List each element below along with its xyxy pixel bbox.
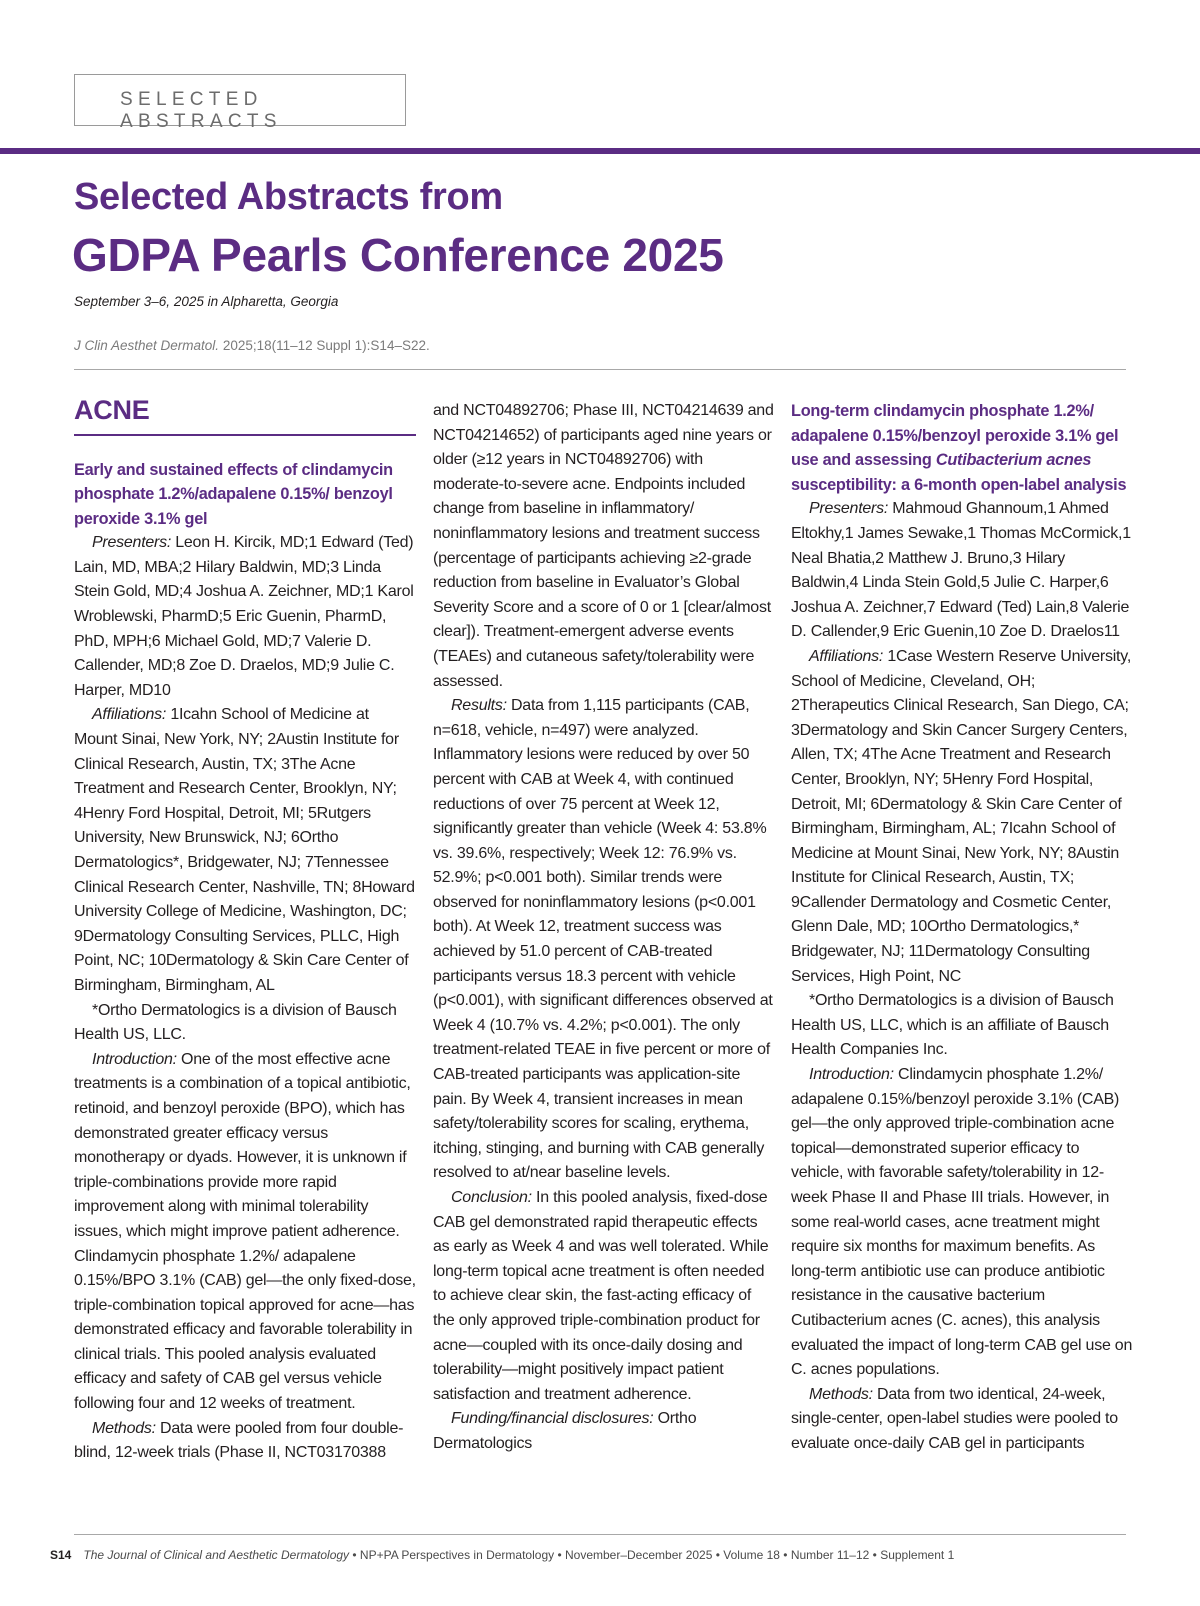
introduction-label: Introduction: (92, 1050, 177, 1068)
page-footer (50, 1548, 954, 1562)
abstract1-introduction (74, 1048, 416, 1417)
abstract2-title (791, 399, 1133, 497)
abstract1-funding (433, 1407, 775, 1456)
presenters-label: Presenters: (809, 500, 889, 518)
abstract1-footnote: *Ortho Dermatologics is a division of Bausch Health US, LLC. (74, 1001, 397, 1044)
funding-text: Ortho Dermatologics (433, 1410, 697, 1452)
results-label: Results: (451, 697, 507, 715)
page-number: S14 (50, 1548, 72, 1562)
page-title-line2: GDPA Pearls Conference 2025 (72, 229, 724, 281)
abstract2-footnote: *Ortho Dermatologics is a division of Bausch Health US, LLC, which is an affiliate of Bausch Health Companies Inc. (791, 992, 1114, 1059)
abstract1-affiliations (74, 703, 416, 998)
citation-details: 2025;18(11–12 Suppl 1):S14–S22. (219, 338, 430, 353)
citation (74, 338, 430, 353)
abstract2-methods (791, 1383, 1133, 1457)
affiliations-text: 1Icahn School of Medicine at Mount Sinai, New York, NY; 2Austin Institute for Clinical Research, Austin, TX; 3The Acne Treatment and Research Center, Brooklyn, NY; 4Henry Ford Hospital, Detroit, MI; 5Rutgers University, New Brunswick, NJ; 6Ortho Dermatologics*, Bridgewater, NJ; 7Tennessee Clinical Research Center, Nashville, TN; 8Howard University College of Medicine, Washington, DC; 9Dermatology Consulting Services, PLLC, High Point, NC; 10Dermatology & Skin Care Center of Birmingham, Birmingham, AL (74, 706, 415, 994)
methods-label: Methods: (809, 1385, 873, 1403)
methods-label: Methods: (92, 1419, 156, 1437)
column-1 (74, 394, 416, 1466)
column-3 (791, 399, 1133, 1457)
abstract1-results (433, 694, 775, 1186)
introduction-text: One of the most effective acne treatments is a combination of a topical antibiotic, retinoid, and benzoyl peroxide (BPO), which has demonstrated greater efficacy versus monotherapy or dyads. However, it is unknown if triple-combinations provide more rapid improvement along with minimal tolerability issues, which might improve patient adherence. Clindamycin phosphate 1.2%/ adapalene 0.15%/BPO 3.1% (CAB) gel—the only fixed-dose, triple-combination topical approved for acne—has demonstrated efficacy and favorable tolerability in clinical trials. This pooled analysis evaluated efficacy and safety of CAB gel versus vehicle following four and 12 weeks of treatment. (74, 1050, 416, 1413)
funding-label: Funding/financial disclosures: (451, 1410, 654, 1428)
top-divider (0, 148, 1200, 154)
affiliations-text: 1Case Western Reserve University, School of Medicine, Cleveland, OH; 2Therapeutics Clinical Research, San Diego, CA; 3Dermatology and Skin Cancer Surgery Centers, Allen, TX; 4The Acne Treatment and Research Center, Brooklyn, NY; 5Henry Ford Hospital, Detroit, MI; 6Dermatology & Skin Care Center of Birmingham, Birmingham, AL; 7Icahn School of Medicine at Mount Sinai, New York, NY; 8Austin Institute for Clinical Research, Austin, TX; 9Callender Dermatology and Cosmetic Center, Glenn Dale, MD; 10Ortho Dermatologics,* Bridgewater, NJ; 11Dermatology Consulting Services, High Point, NC (791, 647, 1132, 985)
section-tag-label: SELECTED ABSTRACTS (120, 89, 282, 132)
header-divider (74, 369, 1126, 370)
column-2 (433, 399, 775, 1457)
abstract2-introduction (791, 1063, 1133, 1383)
citation-journal: J Clin Aesthet Dermatol. (74, 338, 220, 353)
footer-divider (74, 1534, 1126, 1535)
section-heading-rule (74, 434, 416, 436)
introduction-text: Clindamycin phosphate 1.2%/ adapalene 0.15%/benzoyl peroxide 3.1% (CAB) gel—the only approved triple-combination acne topical—demonstrated superior efficacy to vehicle, with favorable safety/tolerability in 12-week Phase II and Phase III trials. However, in some real-world cases, acne treatment might require six months for maximum benefits. As long-term antibiotic use can produce antibiotic resistance in the causative bacterium Cutibacterium acnes (C. acnes), this analysis evaluated the impact of long-term CAB gel use on C. acnes populations. (791, 1066, 1133, 1379)
conclusion-label: Conclusion: (451, 1189, 532, 1206)
affiliations-label: Affiliations: (92, 706, 167, 724)
section-tag (74, 74, 406, 132)
abstract2-title-part1: Long-term clindamycin phosphate 1.2%/ adapalene 0.15%/benzoyl peroxide 3.1% gel use and assessing (791, 402, 1119, 470)
presenters-text: Mahmoud Ghannoum,1 Ahmed Eltokhy,1 James Sewake,1 Thomas McCormick,1 Neal Bhatia,2 Matthew J. Bruno,3 Hilary Baldwin,4 Linda Stein Gold,5 Julie C. Harper,6 Joshua A. Zeichner,7 Edward (Ted) Lain,8 Valerie D. Callender,9 Eric Guenin,10 Zoe D. Draelos11 (791, 500, 1131, 641)
presenters-text: Leon H. Kircik, MD;1 Edward (Ted) Lain, MD, MBA;2 Hilary Baldwin, MD;3 Linda Stein Gold, MD;4 Joshua A. Zeichner, MD;1 Karol Wroblewski, PharmD;5 Eric Guenin, PharmD, PhD, MPH;6 Michael Gold, MD;7 Valerie D. Callender, MD;8 Zoe D. Draelos, MD;9 Julie C. Harper, MD10 (74, 534, 414, 699)
abstract1-title: Early and sustained effects of clindamycin phosphate 1.2%/adapalene 0.15%/ benzoyl peroxide 3.1% gel (74, 460, 393, 528)
abstract2-presenters (791, 497, 1133, 645)
abstract2-title-part2: susceptibility: a 6-month open-label analysis (791, 475, 1127, 494)
affiliations-label: Affiliations: (809, 647, 884, 665)
abstract1-methods (74, 1417, 416, 1466)
footer-journal: The Journal of Clinical and Aesthetic Dermatology (83, 1548, 350, 1562)
introduction-label: Introduction: (809, 1066, 894, 1084)
abstract1-conclusion (433, 1186, 775, 1407)
abstract1-presenters (74, 531, 416, 703)
conference-date: September 3–6, 2025 in Alpharetta, Georgia (74, 294, 339, 309)
footer-details: • NP+PA Perspectives in Dermatology • November–December 2025 • Volume 18 • Number 11–12 • Supplement 1 (349, 1548, 955, 1562)
section-heading: ACNE (74, 395, 150, 425)
abstract2-affiliations (791, 645, 1133, 989)
abstract1-methods-continued: and NCT04892706; Phase III, NCT04214639 and NCT04214652) of participants aged nine years or older (≥12 years in NCT04892706) with moderate-to-severe acne. Endpoints included change from baseline in inflammatory/ noninflammatory lesions and treatment success (percentage of participants achieving ≥2-grade reduction from baseline in Evaluator’s Global Severity Score and a score of 0 or 1 [clear/almost clear]). Treatment-emergent adverse events (TEAEs) and cutaneous safety/tolerability were assessed. (433, 402, 774, 690)
results-text: Data from 1,115 participants (CAB, n=618, vehicle, n=497) were analyzed. Inflammatory lesions were reduced by over 50 percent with CAB at Week 4, with continued reductions of over 75 percent at Week 12, significantly greater than vehicle (Week 4: 53.8% vs. 39.6%, respectively; Week 12: 76.9% vs. 52.9%; p<0.001 both). Similar trends were observed for noninflammatory lesions (p<0.001 both). At Week 12, treatment success was achieved by 51.0 percent of CAB-treated participants versus 18.3 percent with vehicle (p<0.001), with significant differences observed at Week 4 (10.7% vs. 4.2%; p<0.001). The only treatment-related TEAE in five percent or more of CAB-treated participants was application-site pain. By Week 4, transient increases in mean safety/tolerability scores for scaling, erythema, itching, stinging, and burning with CAB generally resolved to at/near baseline levels. (433, 697, 773, 1182)
abstract2-title-italic: Cutibacterium acnes (935, 451, 1092, 470)
methods-text: Data were pooled from four double-blind, 12-week trials (Phase II, NCT03170388 (74, 1419, 404, 1462)
presenters-label: Presenters: (92, 534, 172, 552)
conclusion-text: In this pooled analysis, fixed-dose CAB gel demonstrated rapid therapeutic effects as early as Week 4 and was well tolerated. While long-term topical acne treatment is often needed to achieve clear skin, the fast-acting efficacy of the only approved triple-combination product for acne—coupled with its once-daily dosing and tolerability—might positively impact patient satisfaction and treatment adherence. (433, 1189, 769, 1403)
page-title-line1: Selected Abstracts from (74, 176, 503, 218)
methods-text: Data from two identical, 24-week, single-center, open-label studies were pooled to evaluate once-daily CAB gel in participants (791, 1385, 1118, 1452)
